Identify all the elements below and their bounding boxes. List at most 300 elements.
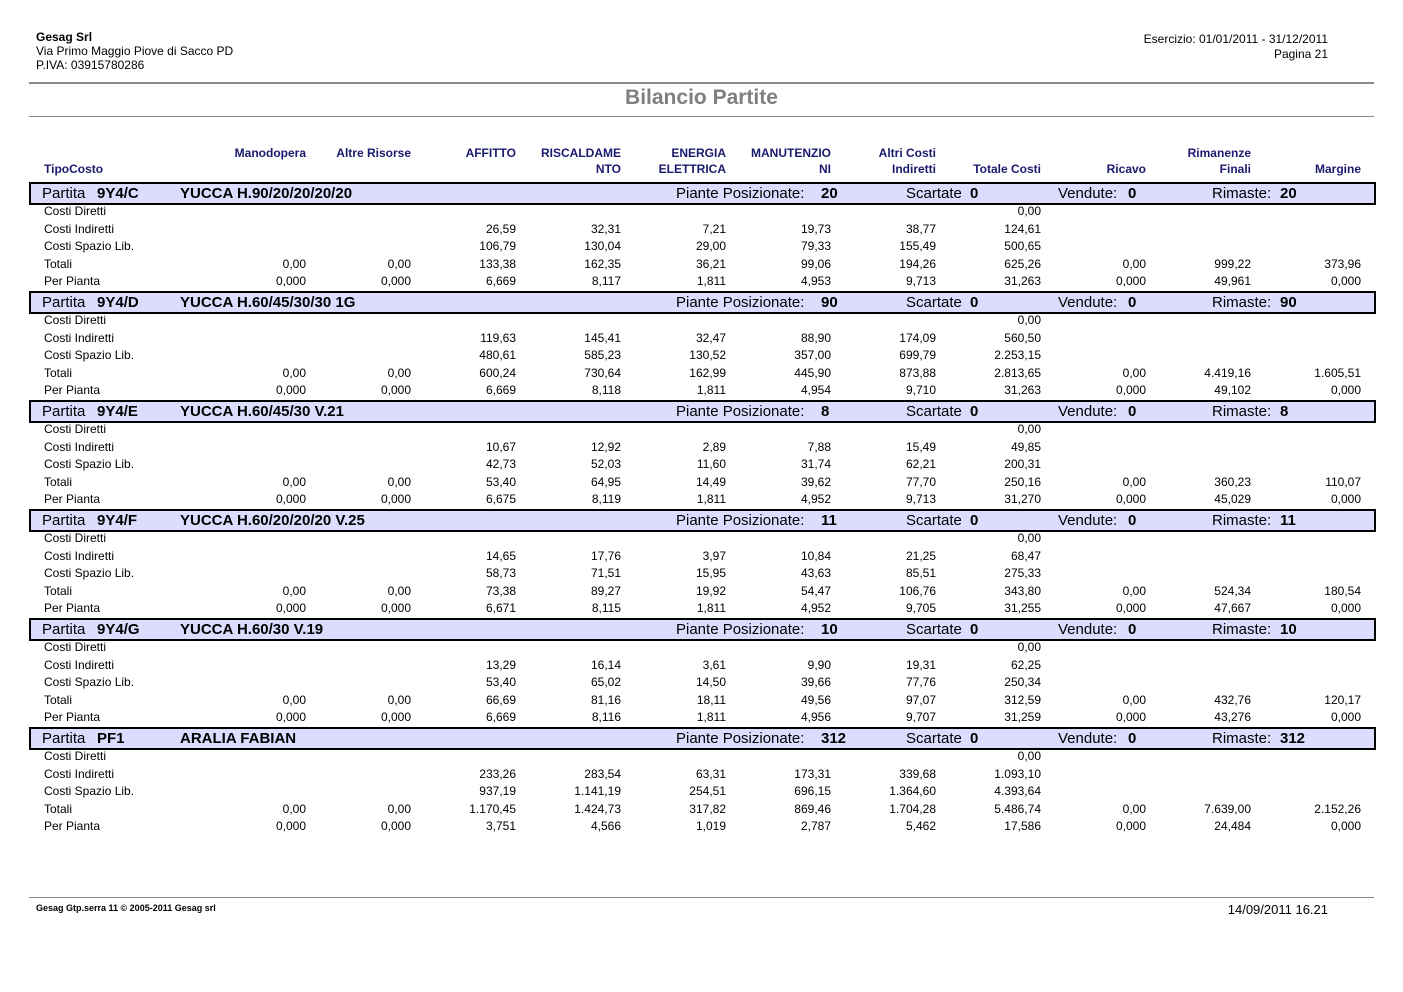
- cost-type-label: Costi Indiretti: [44, 330, 115, 345]
- cell-riscaldamento: 81,16: [590, 692, 621, 707]
- cell-manutenzioni: 9,90: [807, 657, 831, 672]
- cell-riscaldamento: 585,23: [584, 348, 621, 362]
- vendute-value: 0: [1128, 185, 1137, 202]
- cell-manutenzioni: 357,00: [794, 348, 831, 362]
- cell-affitto: 1.170,45: [469, 801, 516, 816]
- cell-altri-costi-indiretti: 194,26: [899, 256, 936, 271]
- rimaste-value: 8: [1280, 403, 1289, 420]
- cell-ricavo: 0,000: [1115, 819, 1146, 833]
- cell-manutenzioni: 869,46: [794, 801, 831, 816]
- cell-affitto: 6,669: [485, 710, 516, 724]
- vendute-value: 0: [1128, 730, 1137, 747]
- cell-manutenzioni: 49,56: [800, 692, 831, 707]
- cell-altre-risorse: 0,00: [387, 474, 411, 489]
- cell-altri-costi-indiretti: 9,713: [905, 274, 936, 288]
- table-row: [0, 439, 1403, 456]
- cell-totale-costi: 0,00: [1017, 531, 1041, 545]
- cell-energia-elettrica: 14,49: [695, 474, 726, 489]
- piante-posizionate-value: 312: [821, 730, 847, 747]
- rimaste-label: Rimaste:: [1212, 185, 1272, 202]
- cost-type-label: Per Pianta: [44, 383, 101, 397]
- cell-margine: 0,000: [1330, 383, 1361, 397]
- piante-posizionate-label: Piante Posizionate:: [676, 185, 805, 202]
- cell-energia-elettrica: 317,82: [689, 801, 726, 816]
- cell-altre-risorse: 0,000: [380, 710, 411, 724]
- cell-margine: 0,000: [1330, 819, 1361, 833]
- company-address: Via Primo Maggio Piove di Sacco PD: [36, 44, 234, 58]
- cell-totale-costi: 31,263: [1004, 274, 1041, 288]
- cell-riscaldamento: 17,76: [590, 548, 621, 563]
- cell-manutenzioni: 79,33: [800, 239, 831, 253]
- cell-totale-costi: 2.253,15: [994, 348, 1041, 362]
- table-row: [0, 456, 1403, 473]
- cell-totale-costi: 0,00: [1017, 422, 1041, 436]
- cell-affitto: 937,19: [479, 784, 516, 798]
- cell-riscaldamento: 145,41: [584, 330, 621, 345]
- cell-rimanenze-finali: 47,667: [1214, 601, 1251, 615]
- header-manodopera: Manodopera: [234, 146, 306, 160]
- scartate-label: Scartate: [906, 403, 962, 420]
- cell-energia-elettrica: 2,89: [702, 439, 726, 454]
- cell-altre-risorse: 0,000: [380, 819, 411, 833]
- cell-affitto: 3,751: [485, 819, 516, 833]
- cell-affitto: 6,669: [485, 383, 516, 397]
- header-energia-line1: ENERGIA: [671, 146, 726, 160]
- rimaste-label: Rimaste:: [1212, 294, 1272, 311]
- cell-altri-costi-indiretti: 77,76: [905, 675, 936, 689]
- scartate-value: 0: [970, 185, 979, 202]
- cell-rimanenze-finali: 432,76: [1214, 692, 1251, 707]
- cost-type-label: Costi Spazio Lib.: [44, 457, 135, 471]
- cell-totale-costi: 17,586: [1004, 819, 1041, 833]
- rimaste-value: 20: [1280, 185, 1297, 202]
- header-riscaldamento: [541, 145, 621, 177]
- cost-type-label: Costi Indiretti: [44, 221, 115, 236]
- cell-riscaldamento: 32,31: [590, 221, 621, 236]
- partita-description: YUCCA H.60/45/30 V.21: [180, 403, 344, 420]
- piante-posizionate-label: Piante Posizionate:: [676, 294, 805, 311]
- cell-margine: 2.152,26: [1314, 801, 1361, 816]
- cell-affitto: 6,671: [485, 601, 516, 615]
- cell-totale-costi: 1.093,10: [994, 766, 1041, 781]
- table-row: [0, 474, 1403, 491]
- cell-totale-costi: 68,47: [1010, 548, 1041, 563]
- cell-manodopera: 0,00: [282, 474, 306, 489]
- table-row: [0, 312, 1403, 329]
- cost-type-label: Totali: [44, 583, 73, 598]
- cell-riscaldamento: 89,27: [590, 583, 621, 598]
- cell-riscaldamento: 4,566: [590, 819, 621, 833]
- table-row: [0, 347, 1403, 364]
- cell-totale-costi: 5.486,74: [994, 801, 1041, 816]
- cell-altri-costi-indiretti: 9,710: [905, 383, 936, 397]
- table-row: [0, 421, 1403, 438]
- cell-manodopera: 0,00: [282, 692, 306, 707]
- cell-riscaldamento: 283,54: [584, 766, 621, 781]
- cell-manodopera: 0,00: [282, 365, 306, 380]
- cell-rimanenze-finali: 49,961: [1214, 274, 1251, 288]
- cell-altri-costi-indiretti: 97,07: [905, 692, 936, 707]
- cost-type-label: Costi Spazio Lib.: [44, 348, 135, 362]
- report-title: Bilancio Partite: [625, 86, 778, 109]
- piante-posizionate-label: Piante Posizionate:: [676, 403, 805, 420]
- cell-ricavo: 0,000: [1115, 601, 1146, 615]
- scartate-value: 0: [970, 512, 979, 529]
- cell-margine: 1.605,51: [1314, 365, 1361, 380]
- cell-margine: 110,07: [1325, 474, 1361, 489]
- cell-affitto: 66,69: [485, 692, 516, 707]
- partita-header-bar: [29, 618, 1376, 641]
- cost-type-label: Totali: [44, 474, 73, 489]
- cell-ricavo: 0,000: [1115, 274, 1146, 288]
- table-row: [0, 583, 1403, 600]
- cell-manodopera: 0,00: [282, 256, 306, 271]
- header-rimanenze-finali: [1188, 145, 1251, 177]
- cell-altri-costi-indiretti: 77,70: [905, 474, 936, 489]
- cell-manutenzioni: 445,90: [794, 365, 831, 380]
- cell-riscaldamento: 8,116: [591, 710, 621, 724]
- cell-manutenzioni: 4,956: [800, 710, 831, 724]
- cost-type-label: Per Pianta: [44, 601, 101, 615]
- cell-energia-elettrica: 19,92: [695, 583, 726, 598]
- scartate-label: Scartate: [906, 185, 962, 202]
- header-manutenzioni: [751, 145, 831, 177]
- cell-manutenzioni: 31,74: [800, 457, 831, 471]
- partita-description: YUCCA H.60/20/20/20 V.25: [180, 512, 365, 529]
- cell-riscaldamento: 130,04: [584, 239, 621, 253]
- cell-altri-costi-indiretti: 174,09: [899, 330, 936, 345]
- cell-altri-costi-indiretti: 155,49: [899, 239, 936, 253]
- page-number: Pagina 21: [1273, 47, 1328, 61]
- cell-totale-costi: 2.813,65: [994, 365, 1041, 380]
- cell-totale-costi: 0,00: [1017, 204, 1041, 218]
- cell-ricavo: 0,00: [1122, 692, 1146, 707]
- cell-affitto: 106,79: [479, 239, 516, 253]
- cell-energia-elettrica: 254,51: [689, 784, 726, 798]
- cell-margine: 373,96: [1324, 256, 1361, 271]
- table-row: [0, 657, 1403, 674]
- cell-manutenzioni: 19,73: [800, 221, 831, 236]
- cell-energia-elettrica: 1,811: [696, 601, 726, 615]
- cell-altre-risorse: 0,000: [380, 274, 411, 288]
- table-row: [0, 748, 1403, 765]
- header-altre-risorse: Altre Risorse: [336, 146, 411, 160]
- cell-ricavo: 0,00: [1122, 365, 1146, 380]
- vendute-label: Vendute:: [1058, 730, 1118, 747]
- cell-riscaldamento: 8,118: [591, 383, 621, 397]
- cost-type-label: Costi Indiretti: [44, 548, 115, 563]
- cell-riscaldamento: 65,02: [590, 675, 621, 689]
- cell-affitto: 58,73: [485, 566, 516, 580]
- scartate-label: Scartate: [906, 294, 962, 311]
- cell-altre-risorse: 0,00: [387, 256, 411, 271]
- header-rimanenze-line2: Finali: [1219, 162, 1251, 176]
- cell-affitto: 53,40: [485, 474, 516, 489]
- cell-margine: 0,000: [1330, 601, 1361, 615]
- table-row: [0, 273, 1403, 290]
- header-energia-line2: ELETTRICA: [658, 162, 726, 176]
- cell-altri-costi-indiretti: 9,705: [905, 601, 936, 615]
- header-affitto: AFFITTO: [465, 146, 516, 160]
- cell-totale-costi: 343,80: [1004, 583, 1041, 598]
- cell-rimanenze-finali: 524,34: [1214, 583, 1251, 598]
- partita-label: Partita: [42, 294, 86, 311]
- cost-type-label: Costi Spazio Lib.: [44, 566, 135, 580]
- cell-altre-risorse: 0,00: [387, 365, 411, 380]
- cell-rimanenze-finali: 49,102: [1214, 383, 1251, 397]
- table-row: [0, 600, 1403, 617]
- scartate-value: 0: [970, 294, 979, 311]
- cell-rimanenze-finali: 360,23: [1214, 474, 1251, 489]
- table-row: [0, 692, 1403, 709]
- header-rimanenze-line1: Rimanenze: [1187, 146, 1251, 160]
- cell-totale-costi: 200,31: [1004, 457, 1041, 471]
- header-riscaldamento-line1: RISCALDAME: [541, 146, 621, 160]
- cell-affitto: 53,40: [485, 675, 516, 689]
- table-row: [0, 801, 1403, 818]
- cell-energia-elettrica: 18,11: [696, 692, 726, 707]
- piante-posizionate-value: 11: [821, 512, 837, 529]
- cell-manutenzioni: 7,88: [807, 439, 831, 454]
- cell-altri-costi-indiretti: 9,713: [905, 492, 936, 506]
- cell-manutenzioni: 4,952: [800, 601, 831, 615]
- cell-altri-costi-indiretti: 21,25: [905, 548, 936, 563]
- scartate-value: 0: [970, 403, 979, 420]
- cell-manutenzioni: 88,90: [800, 330, 831, 345]
- header-altri-line2: Indiretti: [892, 162, 936, 176]
- cell-altri-costi-indiretti: 38,77: [905, 221, 936, 236]
- vendute-label: Vendute:: [1058, 185, 1118, 202]
- cell-altri-costi-indiretti: 15,49: [905, 439, 936, 454]
- table-row: [0, 491, 1403, 508]
- cost-type-label: Costi Indiretti: [44, 657, 115, 672]
- table-row: [0, 639, 1403, 656]
- vendute-value: 0: [1128, 294, 1137, 311]
- cell-totale-costi: 250,34: [1004, 675, 1041, 689]
- cell-manutenzioni: 54,47: [800, 583, 831, 598]
- partita-description: YUCCA H.60/45/30/30 1G: [180, 294, 356, 311]
- cell-affitto: 14,65: [485, 548, 516, 563]
- vendute-label: Vendute:: [1058, 512, 1118, 529]
- cell-margine: 0,000: [1330, 274, 1361, 288]
- partita-description: ARALIA FABIAN: [180, 730, 297, 747]
- cell-affitto: 26,59: [485, 221, 516, 236]
- header-margine: Margine: [1314, 162, 1361, 176]
- cell-ricavo: 0,00: [1122, 256, 1146, 271]
- cell-margine: 120,17: [1324, 692, 1361, 707]
- cell-altri-costi-indiretti: 62,21: [905, 457, 936, 471]
- company-vat: P.IVA: 03915780286: [36, 58, 145, 72]
- cost-type-label: Costi Spazio Lib.: [44, 239, 135, 253]
- cell-totale-costi: 250,16: [1004, 474, 1041, 489]
- table-row: [0, 330, 1403, 347]
- cell-riscaldamento: 16,14: [590, 657, 621, 672]
- cell-ricavo: 0,00: [1122, 474, 1146, 489]
- table-row: [0, 238, 1403, 255]
- cell-manutenzioni: 43,63: [800, 566, 831, 580]
- cell-totale-costi: 49,85: [1010, 439, 1041, 454]
- scartate-label: Scartate: [906, 730, 962, 747]
- partita-label: Partita: [42, 185, 86, 202]
- piante-posizionate-value: 90: [821, 294, 838, 311]
- cell-energia-elettrica: 1,811: [696, 710, 726, 724]
- cell-totale-costi: 31,270: [1004, 492, 1041, 506]
- rimaste-value: 10: [1280, 621, 1297, 638]
- table-row: [0, 530, 1403, 547]
- cell-rimanenze-finali: 7.639,00: [1204, 801, 1251, 816]
- cell-rimanenze-finali: 45,029: [1214, 492, 1251, 506]
- footer-print-timestamp: 14/09/2011 16.21: [1227, 902, 1328, 917]
- cell-manutenzioni: 39,62: [800, 474, 831, 489]
- header-altri-costi-indiretti: [879, 145, 936, 177]
- partita-description: YUCCA H.60/30 V.19: [180, 621, 324, 638]
- cell-altri-costi-indiretti: 106,76: [899, 583, 936, 598]
- cell-manutenzioni: 39,66: [800, 675, 831, 689]
- company-name: Gesag Srl: [36, 30, 93, 44]
- cost-type-label: Totali: [44, 801, 73, 816]
- header-manutenzioni-line2: NI: [819, 162, 831, 176]
- scartate-value: 0: [970, 730, 979, 747]
- cell-energia-elettrica: 63,31: [695, 766, 726, 781]
- cell-altri-costi-indiretti: 85,51: [905, 566, 936, 580]
- fiscal-period: Esercizio: 01/01/2011 - 31/12/2011: [1143, 32, 1328, 46]
- cost-type-label: Totali: [44, 692, 73, 707]
- report-period-info: [1144, 32, 1328, 62]
- cell-totale-costi: 62,25: [1010, 657, 1041, 672]
- cost-type-label: Per Pianta: [44, 710, 101, 724]
- cell-totale-costi: 31,263: [1004, 383, 1041, 397]
- cell-affitto: 13,29: [485, 657, 516, 672]
- cell-margine: 180,54: [1324, 583, 1361, 598]
- cost-type-label: Costi Diretti: [44, 531, 107, 545]
- cell-altre-risorse: 0,00: [387, 583, 411, 598]
- partita-code: 9Y4/G: [97, 621, 140, 638]
- footer-software-credit: Gesag Gtp.serra 11 © 2005-2011 Gesag srl: [36, 903, 216, 913]
- piante-posizionate-value: 20: [821, 185, 838, 202]
- cell-manodopera: 0,000: [275, 492, 306, 506]
- cell-totale-costi: 312,59: [1004, 692, 1041, 707]
- footer-rule: [29, 897, 1374, 898]
- table-row: [0, 548, 1403, 565]
- cell-manutenzioni: 4,953: [800, 274, 831, 288]
- partita-code: 9Y4/C: [97, 185, 139, 202]
- cell-altri-costi-indiretti: 1.364,60: [889, 784, 936, 798]
- cell-manutenzioni: 10,84: [800, 548, 831, 563]
- cell-riscaldamento: 71,51: [590, 566, 621, 580]
- piante-posizionate-label: Piante Posizionate:: [676, 621, 805, 638]
- title-top-rule: [29, 82, 1374, 84]
- cell-manodopera: 0,000: [275, 710, 306, 724]
- partita-code: 9Y4/F: [97, 512, 138, 529]
- cell-altri-costi-indiretti: 873,88: [899, 365, 936, 380]
- cell-riscaldamento: 1.141,19: [574, 784, 621, 798]
- cell-affitto: 600,24: [479, 365, 516, 380]
- cell-riscaldamento: 8,117: [591, 274, 621, 288]
- cell-altri-costi-indiretti: 699,79: [899, 348, 936, 362]
- cell-totale-costi: 4.393,64: [994, 784, 1041, 798]
- company-info: [36, 30, 233, 72]
- cell-manutenzioni: 4,952: [800, 492, 831, 506]
- header-totale-costi: Totale Costi: [973, 162, 1041, 176]
- cell-energia-elettrica: 15,95: [695, 566, 726, 580]
- cell-energia-elettrica: 14,50: [695, 675, 726, 689]
- cost-type-label: Costi Indiretti: [44, 766, 115, 781]
- vendute-value: 0: [1128, 621, 1137, 638]
- cost-type-label: Per Pianta: [44, 819, 101, 833]
- vendute-value: 0: [1128, 512, 1137, 529]
- header-tipo-costo: TipoCosto: [44, 162, 104, 176]
- table-row: [0, 203, 1403, 220]
- cell-energia-elettrica: 7,21: [702, 221, 726, 236]
- cell-affitto: 480,61: [479, 348, 516, 362]
- cell-manutenzioni: 173,31: [794, 766, 831, 781]
- cell-ricavo: 0,00: [1122, 801, 1146, 816]
- cell-totale-costi: 124,61: [1004, 221, 1041, 236]
- cost-type-label: Per Pianta: [44, 492, 101, 506]
- cell-riscaldamento: 1.424,73: [574, 801, 621, 816]
- table-row: [0, 709, 1403, 726]
- cell-ricavo: 0,00: [1122, 583, 1146, 598]
- cell-energia-elettrica: 1,811: [696, 492, 726, 506]
- table-row: [0, 565, 1403, 582]
- title-bottom-rule: [29, 116, 1374, 117]
- partita-description: YUCCA H.90/20/20/20/20: [180, 185, 353, 202]
- cost-type-label: Totali: [44, 365, 73, 380]
- cell-totale-costi: 625,26: [1004, 256, 1041, 271]
- table-row: [0, 818, 1403, 835]
- piante-posizionate-label: Piante Posizionate:: [676, 512, 805, 529]
- cell-energia-elettrica: 1,811: [696, 383, 726, 397]
- header-manutenzioni-line1: MANUTENZIO: [751, 146, 831, 160]
- partita-code: 9Y4/E: [97, 403, 138, 420]
- cell-rimanenze-finali: 43,276: [1214, 710, 1251, 724]
- cell-ricavo: 0,000: [1115, 492, 1146, 506]
- cell-riscaldamento: 162,35: [584, 256, 621, 271]
- cell-manodopera: 0,00: [282, 583, 306, 598]
- cell-totale-costi: 0,00: [1017, 313, 1041, 327]
- partita-header-bar: [29, 509, 1376, 532]
- scartate-value: 0: [970, 621, 979, 638]
- header-riscaldamento-line2: NTO: [595, 162, 621, 176]
- cell-riscaldamento: 52,03: [590, 457, 621, 471]
- table-row: [0, 365, 1403, 382]
- vendute-label: Vendute:: [1058, 403, 1118, 420]
- cost-type-label: Costi Diretti: [44, 204, 107, 218]
- cell-totale-costi: 0,00: [1017, 749, 1041, 763]
- partita-label: Partita: [42, 512, 86, 529]
- partita-label: Partita: [42, 621, 86, 638]
- cell-energia-elettrica: 162,99: [689, 365, 726, 380]
- cell-altri-costi-indiretti: 9,707: [905, 710, 936, 724]
- cell-energia-elettrica: 36,21: [695, 256, 726, 271]
- cost-type-label: Costi Spazio Lib.: [44, 675, 135, 689]
- cost-type-label: Costi Diretti: [44, 640, 107, 654]
- cell-altri-costi-indiretti: 19,31: [905, 657, 936, 672]
- rimaste-label: Rimaste:: [1212, 621, 1272, 638]
- table-row: [0, 256, 1403, 273]
- cell-rimanenze-finali: 4.419,16: [1204, 365, 1251, 380]
- cell-riscaldamento: 8,115: [591, 601, 621, 615]
- cell-energia-elettrica: 3,97: [702, 548, 726, 563]
- cell-altre-risorse: 0,000: [380, 383, 411, 397]
- vendute-label: Vendute:: [1058, 294, 1118, 311]
- cost-type-label: Costi Diretti: [44, 749, 107, 763]
- cell-altre-risorse: 0,00: [387, 801, 411, 816]
- cell-energia-elettrica: 29,00: [695, 239, 726, 253]
- cell-manodopera: 0,000: [275, 383, 306, 397]
- vendute-value: 0: [1128, 403, 1137, 420]
- table-row: [0, 674, 1403, 691]
